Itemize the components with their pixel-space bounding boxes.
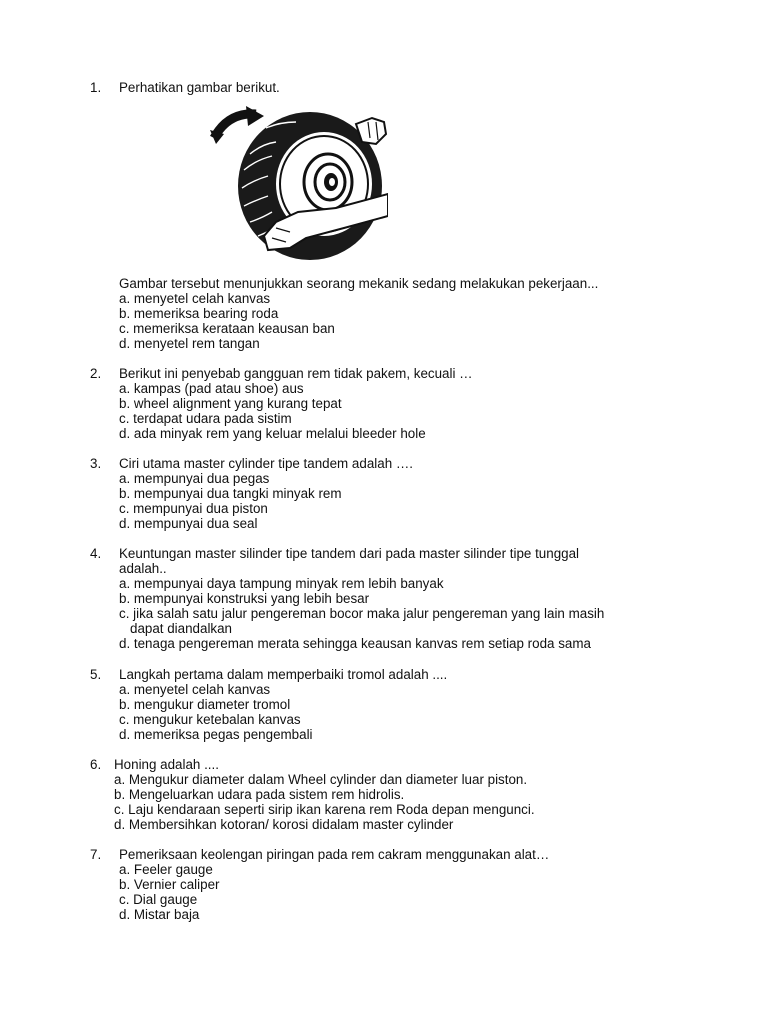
option-a: a. menyetel celah kanvas — [119, 291, 271, 306]
option-d: d. Mistar baja — [119, 907, 200, 922]
option-b: b. mempunyai dua tangki minyak rem — [119, 486, 342, 501]
option-a: a. Mengukur diameter dalam Wheel cylinder dan diameter luar piston. — [114, 772, 528, 787]
option-c: c. memeriksa kerataan keausan ban — [119, 321, 335, 336]
option-d: d. menyetel rem tangan — [119, 336, 260, 351]
tire-inspection-illustration — [206, 104, 388, 260]
option-b: b. mengukur diameter tromol — [119, 697, 291, 712]
option-c: c. jika salah satu jalur pengereman bocor maka jalur pengereman yang lain masih — [119, 606, 605, 621]
option-b: b. mempunyai konstruksi yang lebih besar — [119, 591, 370, 606]
option-d: d. ada minyak rem yang keluar melalui bleeder hole — [119, 426, 426, 441]
question-stem: Berikut ini penyebab gangguan rem tidak pakem, kecuali … — [119, 366, 473, 381]
question-number: 1. — [90, 80, 102, 95]
option-d: d. memeriksa pegas pengembali — [119, 727, 313, 742]
option-a: a. kampas (pad atau shoe) aus — [119, 381, 304, 396]
option-a: a. Feeler gauge — [119, 862, 213, 877]
option-c: c. Dial gauge — [119, 892, 198, 907]
question-number: 5. — [90, 667, 102, 682]
question-stem-continued: Gambar tersebut menunjukkan seorang mekanik sedang melakukan pekerjaan... — [119, 276, 599, 291]
question-number: 2. — [90, 366, 102, 381]
option-c: c. terdapat udara pada sistim — [119, 411, 292, 426]
option-c: c. Laju kendaraan seperti sirip ikan karena rem Roda depan mengunci. — [114, 802, 535, 817]
option-b: b. Vernier caliper — [119, 877, 220, 892]
option-a: a. mempunyai dua pegas — [119, 471, 270, 486]
question-stem: Ciri utama master cylinder tipe tandem adalah …. — [119, 456, 413, 471]
question-number: 4. — [90, 546, 102, 561]
option-d: d. tenaga pengereman merata sehingga keausan kanvas rem setiap roda sama — [119, 636, 591, 651]
option-c: c. mempunyai dua piston — [119, 501, 268, 516]
question-number: 7. — [90, 847, 102, 862]
option-a: a. mempunyai daya tampung minyak rem lebih banyak — [119, 576, 444, 591]
option-d: d. Membersihkan kotoran/ korosi didalam master cylinder — [114, 817, 454, 832]
question-number: 6. — [90, 757, 102, 772]
option-a: a. menyetel celah kanvas — [119, 682, 271, 697]
question-stem-continued: adalah.. — [119, 561, 167, 576]
question-stem: Pemeriksaan keolengan piringan pada rem cakram menggunakan alat… — [119, 847, 550, 862]
question-stem: Keuntungan master silinder tipe tandem dari pada master silinder tipe tunggal — [119, 546, 580, 561]
question-stem: Perhatikan gambar berikut. — [119, 80, 280, 95]
question-stem: Langkah pertama dalam memperbaiki tromol adalah .... — [119, 667, 448, 682]
option-c: c. mengukur ketebalan kanvas — [119, 712, 301, 727]
option-b: b. wheel alignment yang kurang tepat — [119, 396, 342, 411]
option-b: b. memeriksa bearing roda — [119, 306, 279, 321]
option-b: b. Mengeluarkan udara pada sistem rem hidrolis. — [114, 787, 405, 802]
question-number: 3. — [90, 456, 102, 471]
option-d: d. mempunyai dua seal — [119, 516, 258, 531]
option-c-continued: dapat diandalkan — [130, 621, 233, 636]
question-stem: Honing adalah .... — [114, 757, 219, 772]
